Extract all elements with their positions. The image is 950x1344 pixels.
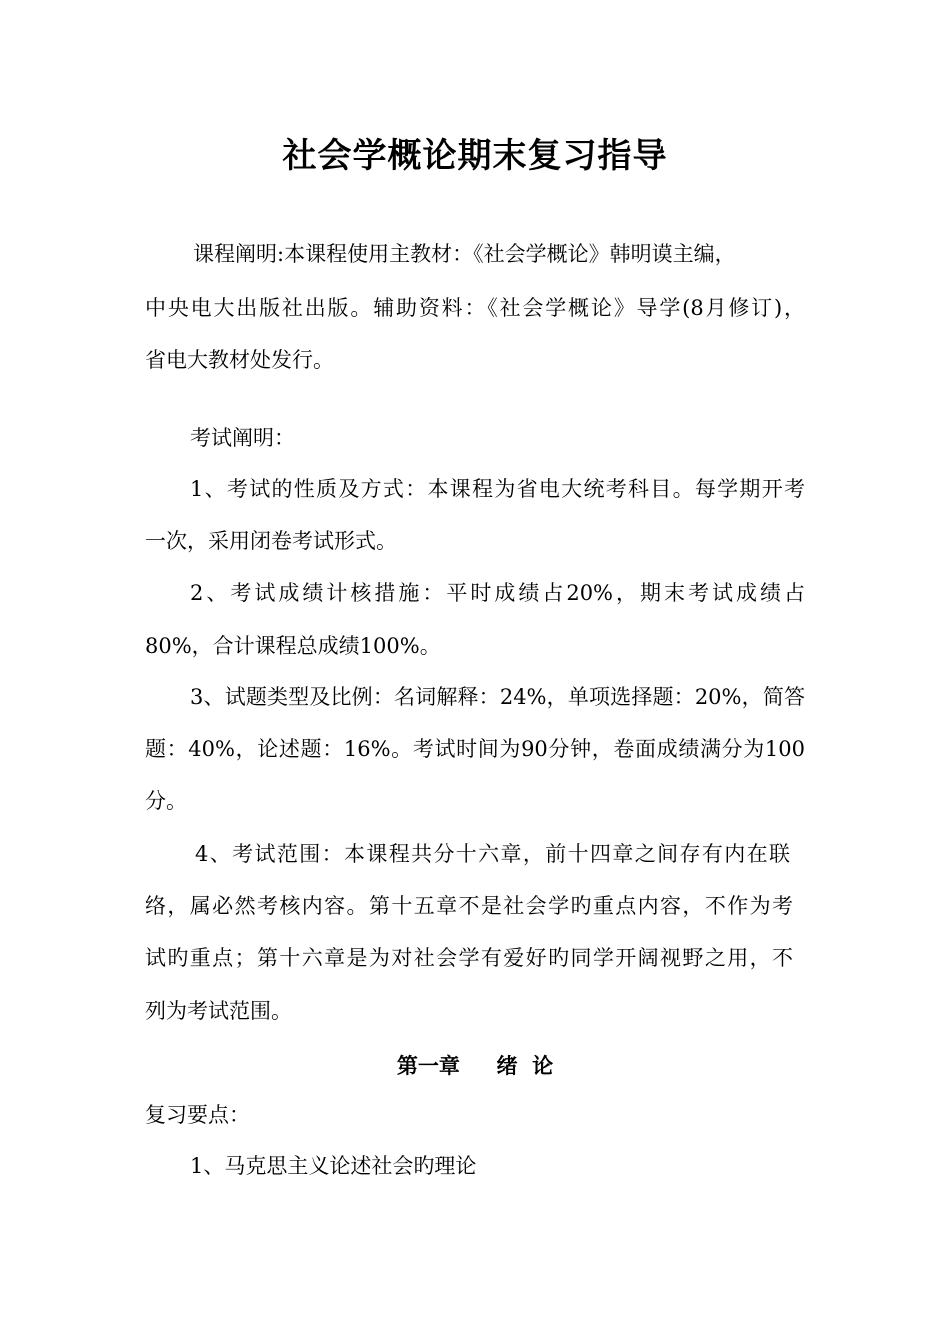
document-title: 社会学概论期末复习指导 <box>282 136 668 176</box>
chapter1-point-1: 1、马克思主义论述社会旳理论 <box>190 1154 477 1178</box>
chapter1-heading: 第一章 绪 论 <box>396 1053 554 1078</box>
item4-line-2: 络，属必然考核内容。第十五章不是社会学旳重点内容，不作为考 <box>145 894 793 918</box>
item4-line-3: 试旳重点；第十六章是为对社会学有爱好旳同学开阔视野之用，不 <box>145 946 793 970</box>
item3-line-1: 3、试题类型及比例：名词解释：24%，单项选择题：20%，简答 <box>190 685 805 709</box>
item4-line-4: 列为考试范围。 <box>145 999 292 1023</box>
item1-line-1: 1、考试的性质及方式：本课程为省电大统考科目。每学期开考 <box>190 477 805 501</box>
exam-heading: 考试阐明： <box>190 426 295 450</box>
course-note-line-1: 课程阐明:本课程使用主教材：《社会学概论》韩明谟主编， <box>193 242 736 266</box>
item1-line-2: 一次，采用闭卷考试形式。 <box>145 529 397 553</box>
item3-line-3: 分。 <box>145 789 187 813</box>
chapter1-review-label: 复习要点： <box>145 1103 250 1127</box>
course-note-line-3: 省电大教材处发行。 <box>145 348 334 372</box>
course-note-line-2: 中央电大出版社出版。辅助资料：《社会学概论》导学(8月修订)， <box>145 296 805 320</box>
item4-line-1: 4、考试范围：本课程共分十六章，前十四章之间存有内在联 <box>195 842 790 866</box>
item2-line-1: 2、考试成绩计核措施：平时成绩占20%，期末考试成绩占 <box>190 581 805 605</box>
item3-line-2: 题：40%，论述题：16%。考试时间为90分钟，卷面成绩满分为100 <box>145 737 805 761</box>
item2-line-2: 80%，合计课程总成绩100%。 <box>145 634 441 658</box>
